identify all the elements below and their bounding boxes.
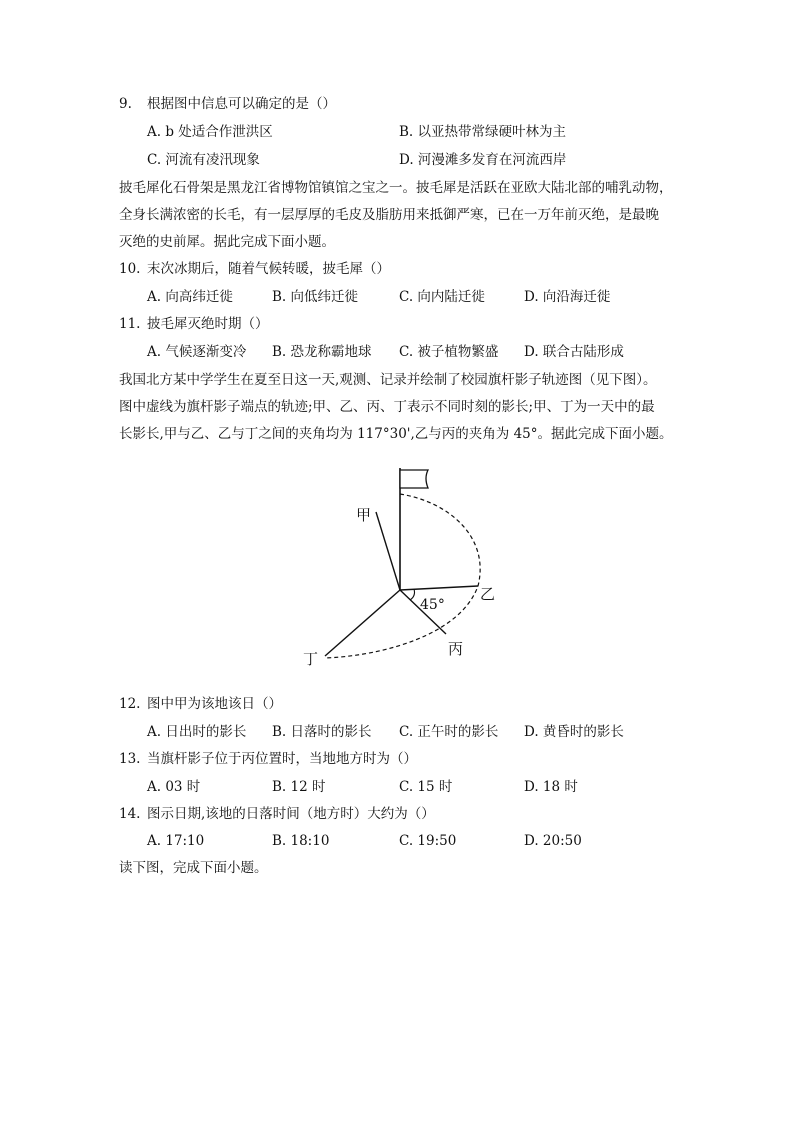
passage1-line-2: 全身长满浓密的长毛，有一层厚厚的毛皮及脂肪用来抵御严寒，已在一万年前灭绝，是最晚 — [119, 207, 659, 223]
shadow-trajectory-figure — [290, 458, 510, 678]
q12-stem — [119, 694, 282, 714]
q13-stem-text: 当旗杆影子位于丙位置时，当地地方时为（） — [147, 751, 417, 767]
q10-option-d: D. 向沿海迁徙 — [524, 289, 611, 305]
q13-option-c: C. 15 时 — [399, 779, 453, 795]
q9-stem-text: 根据图中信息可以确定的是（） — [147, 96, 336, 112]
q12-number: 12. — [119, 696, 141, 712]
q9-option-c: C. 河流有凌汛现象 — [147, 152, 260, 168]
q10-number: 10. — [119, 261, 141, 277]
label-ding: 丁 — [303, 650, 319, 668]
shadow-jia — [376, 512, 400, 590]
q9-stem — [119, 94, 336, 114]
closing-instruction: 读下图，完成下面小题。 — [119, 860, 268, 876]
q11-stem — [119, 314, 269, 334]
q12-option-a: A. 日出时的影长 — [147, 724, 247, 740]
label-jia: 甲 — [356, 506, 372, 524]
q10-stem-text: 末次冰期后，随着气候转暖，披毛犀（） — [147, 261, 390, 277]
q9-option-a: A. b 处适合作泄洪区 — [147, 124, 273, 140]
q9-option-b: B. 以亚热带常绿硬叶林为主 — [399, 124, 567, 140]
q11-option-c: C. 被子植物繁盛 — [399, 344, 499, 360]
q13-option-d: D. 18 时 — [524, 779, 578, 795]
flag-icon — [400, 470, 428, 488]
q13-option-b: B. 12 时 — [272, 779, 326, 795]
passage1-line-3: 灭绝的史前犀。据此完成下面小题。 — [119, 234, 335, 250]
q11-option-d: D. 联合古陆形成 — [524, 344, 624, 360]
q12-option-b: B. 日落时的影长 — [272, 724, 372, 740]
shadow-trajectory-arc — [325, 494, 480, 658]
angle-arc — [410, 589, 415, 600]
q14-option-d: D. 20:50 — [524, 833, 582, 849]
q12-option-d: D. 黄昏时的影长 — [524, 724, 624, 740]
q14-number: 14. — [119, 806, 141, 822]
q12-option-c: C. 正午时的影长 — [399, 724, 499, 740]
q12-stem-text: 图中甲为该地该日（） — [147, 696, 282, 712]
passage1-line-1: 披毛犀化石骨架是黑龙江省博物馆镇馆之宝之一。披毛犀是活跃在亚欧大陆北部的哺乳动物， — [119, 180, 673, 196]
q11-number: 11. — [119, 316, 141, 332]
q10-option-b: B. 向低纬迁徙 — [272, 289, 359, 305]
q11-option-a: A. 气候逐渐变冷 — [147, 344, 247, 360]
passage2-line-2: 图中虚线为旗杆影子端点的轨迹;甲、乙、丙、丁表示不同时刻的影长;甲、丁为一天中的最 — [119, 399, 655, 415]
q9-option-d: D. 河漫滩多发育在河流西岸 — [399, 152, 567, 168]
q10-stem — [119, 259, 390, 279]
q10-option-c: C. 向内陆迁徙 — [399, 289, 485, 305]
passage2-line-3: 长影长,甲与乙、乙与丁之间的夹角均为 117°30',乙与丙的夹角为 45°。据此完成下面小题。 — [119, 426, 673, 442]
shadow-yi — [400, 586, 478, 590]
angle-label: 45° — [420, 597, 445, 613]
q13-stem — [119, 749, 417, 769]
shadow-ding — [325, 590, 400, 656]
q14-stem — [119, 804, 435, 824]
q10-option-a: A. 向高纬迁徙 — [147, 289, 233, 305]
label-bing: 丙 — [448, 640, 464, 658]
q13-number: 13. — [119, 751, 141, 767]
passage2-line-1: 我国北方某中学学生在夏至日这一天,观测、记录并绘制了校园旗杆影子轨迹图（见下图）。 — [119, 372, 657, 388]
q14-stem-text: 图示日期,该地的日落时间（地方时）大约为（） — [147, 806, 435, 822]
q9-number: 9. — [119, 96, 132, 112]
q14-option-c: C. 19:50 — [399, 833, 457, 849]
q14-option-a: A. 17:10 — [147, 833, 205, 849]
q13-option-a: A. 03 时 — [147, 779, 201, 795]
label-yi: 乙 — [480, 585, 496, 603]
q11-stem-text: 披毛犀灭绝时期（） — [147, 316, 269, 332]
q14-option-b: B. 18:10 — [272, 833, 330, 849]
q11-option-b: B. 恐龙称霸地球 — [272, 344, 372, 360]
